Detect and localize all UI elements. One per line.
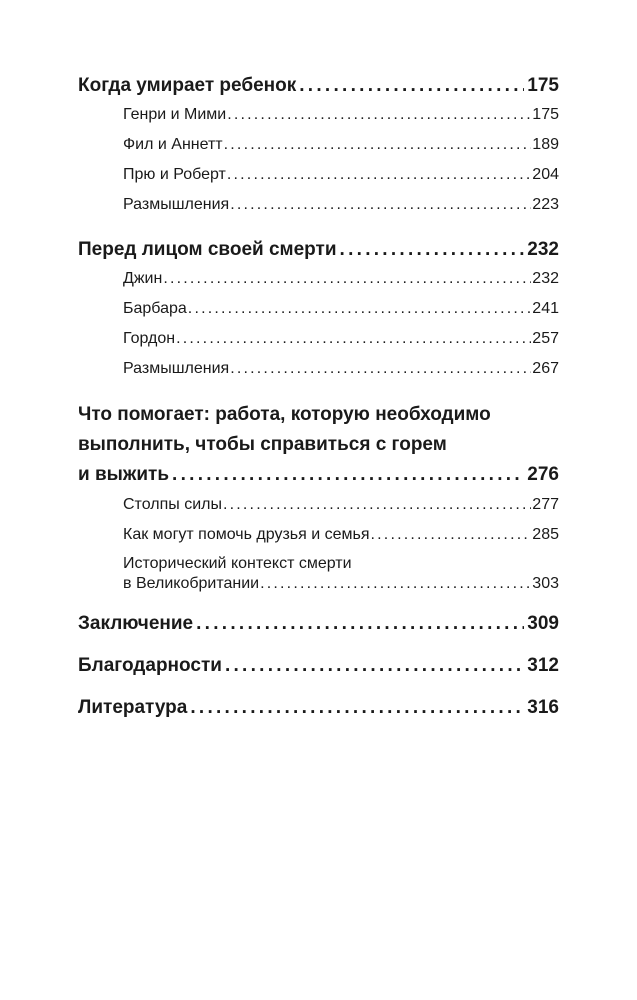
toc-page-number: 267 [532, 360, 559, 377]
toc-sub-title: Размышления [123, 196, 230, 213]
toc-sub-entry[interactable] [78, 294, 559, 324]
toc-page-number: 232 [532, 270, 559, 287]
toc-page-number: 175 [527, 75, 559, 96]
toc-page-number: 204 [532, 166, 559, 183]
toc-page-number: 257 [532, 330, 559, 347]
toc-chapter-title: Заключение [78, 613, 194, 634]
toc-sub-title-line: Исторический контекст смерти [123, 555, 352, 572]
toc-sub-entry[interactable] [78, 354, 559, 384]
toc-sub-entry[interactable] [78, 130, 559, 160]
dot-leader [225, 652, 524, 680]
toc-sub-title: Джин [123, 270, 163, 287]
toc-sub-entry[interactable] [78, 100, 559, 130]
toc-page-number: 241 [532, 300, 559, 317]
toc-sub-title-line: в Великобритании [123, 575, 260, 592]
toc-sub-entry[interactable] [78, 520, 559, 550]
dot-leader [230, 354, 531, 384]
toc-page-number: 303 [532, 575, 559, 592]
dot-leader [196, 610, 524, 638]
toc-chapter-entry[interactable] [78, 236, 559, 264]
toc-chapter-title: Благодарности [78, 655, 222, 676]
toc-sub-title: Как могут помочь друзья и семья [123, 526, 370, 543]
toc-page-number: 316 [527, 697, 559, 718]
toc-chapter-title-line: выполнить, чтобы справиться с горем [78, 434, 447, 455]
dot-leader [224, 130, 532, 160]
toc-sub-title: Размышления [123, 360, 230, 377]
toc-chapter-title: Перед лицом своей смерти [78, 239, 337, 260]
toc-sub-title: Прю и Роберт [123, 166, 226, 183]
toc-sub-title: Столпы силы [123, 496, 222, 513]
toc-sub-last-line [123, 574, 559, 594]
toc-page-number: 189 [532, 136, 559, 153]
toc-chapter-title: Литература [78, 697, 188, 718]
toc-sub-title: Гордон [123, 330, 176, 347]
toc-chapter-last-line [78, 460, 559, 490]
table-of-contents [78, 72, 559, 722]
toc-chapter-title-line: и выжить [78, 464, 170, 485]
toc-chapter-title: Когда умирает ребенок [78, 75, 297, 96]
toc-page-number: 309 [527, 613, 559, 634]
toc-sub-entry[interactable] [78, 160, 559, 190]
toc-sub-title: Фил и Аннетт [123, 136, 223, 153]
toc-sub-entry[interactable] [78, 264, 559, 294]
toc-page-number: 232 [527, 239, 559, 260]
toc-sub-entry[interactable] [78, 324, 559, 354]
dot-leader [188, 294, 532, 324]
dot-leader [172, 460, 524, 490]
toc-page-number: 223 [532, 196, 559, 213]
dot-leader [260, 574, 531, 594]
toc-chapter-multiline[interactable] [78, 400, 559, 490]
toc-page-number: 312 [527, 655, 559, 676]
toc-sub-entry[interactable] [78, 490, 559, 520]
toc-chapter-entry[interactable] [78, 610, 559, 638]
toc-chapter-title-line: Что помогает: работа, которую необходимо [78, 404, 491, 425]
toc-page-number: 285 [532, 526, 559, 543]
dot-leader [371, 520, 532, 550]
dot-leader [190, 694, 524, 722]
dot-leader [223, 490, 531, 520]
toc-chapter-entry[interactable] [78, 694, 559, 722]
toc-sub-entry-multiline[interactable] [78, 554, 559, 594]
dot-leader [340, 236, 525, 264]
toc-page-number: 175 [532, 106, 559, 123]
toc-page-number: 277 [532, 496, 559, 513]
dot-leader [227, 100, 531, 130]
toc-chapter-entry[interactable] [78, 72, 559, 100]
toc-page-number: 276 [527, 464, 559, 485]
dot-leader [163, 264, 531, 294]
dot-leader [230, 190, 531, 220]
dot-leader [227, 160, 531, 190]
dot-leader [176, 324, 531, 354]
dot-leader [299, 72, 524, 100]
toc-sub-title: Генри и Мими [123, 106, 227, 123]
toc-sub-entry[interactable] [78, 190, 559, 220]
toc-sub-title: Барбара [123, 300, 187, 317]
toc-chapter-entry[interactable] [78, 652, 559, 680]
